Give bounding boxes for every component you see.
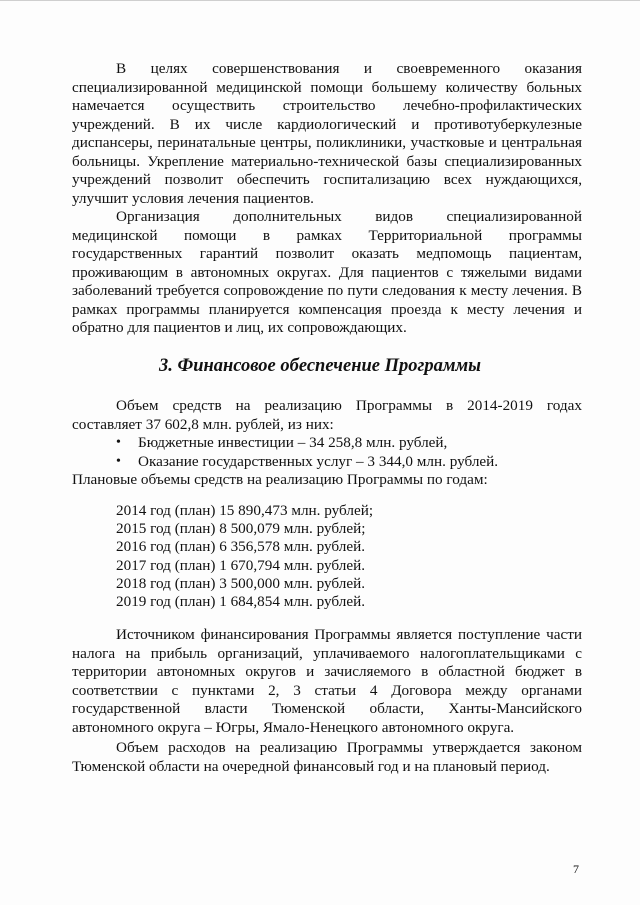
page-number: 7 [573, 862, 579, 876]
year-line: 2014 год (план) 15 890,473 млн. рублей; [116, 502, 374, 519]
year-line: 2019 год (план) 1 684,854 млн. рублей. [116, 593, 366, 611]
year-line: 2016 год (план) 6 356,578 млн. рублей. [116, 538, 366, 556]
bullet-item: • Оказание государственных услуг – 3 344,0 млн. рублей. [72, 453, 582, 472]
financing-bullets [72, 434, 582, 471]
section-heading: 3. Финансовое обеспечение Программы [158, 356, 482, 376]
planned-volumes-intro: Плановые объемы средств на реализацию Программы по годам: [72, 471, 488, 488]
expenses-text [72, 739, 582, 776]
yearly-plan-list [116, 502, 373, 611]
financing-intro: Объем средств на реализацию Программы в 2014-2019 годах составляет 37 602,8 млн. рублей, из них: [72, 397, 582, 433]
year-line: 2015 год (план) 8 500,079 млн. рублей; [116, 520, 366, 538]
paragraph-specialized-care: Организация дополнительных видов специализированной медицинской помощи в рамках Территориальной программы государственных гарантий позволит оказать медпомощь пациентам, проживающим в автономных округах. Для пациентов с тяжелыми видами заболеваний требуется сопровождение по пути следования к месту лечения. В рамках программы планируется компенсация проезда к месту лечения и обратно для пациентов и лиц, их сопровождающих. [72, 208, 582, 336]
funding-source-text [72, 626, 582, 737]
year-line: 2017 год (план) 1 670,794 млн. рублей. [116, 556, 366, 574]
paragraph-new-facilities: В целях совершенствования и своевременного оказания специализированной медицинской помощи большему количеству больных намечается осуществить строительство лечебно-профилактических учреждений. В их числе кардиологический и противотуберкулезные диспансеры, перинатальные центры, поликлиники, участковые и центральная больницы. Укрепление материально-технической базы специализированных учреждений позволит обеспечить госпитализацию всех нуждающихся, улучшит условия лечения пациентов. [72, 60, 582, 207]
financing-text [72, 397, 582, 490]
paragraph-funding-source: Источником финансирования Программы является поступление части налога на прибыль организаций, уплачиваемого налогоплательщиками с территории автономных округов и зачисляемого в областной бюджет в соответствии с пунктами 2, 3 статьи 4 Договора между органами государственной власти Тюменской области, Ханты-Мансийского автономного округа – Югры, Ямало-Ненецкого автономного округа. [72, 626, 582, 736]
bullet-item: • Бюджетные инвестиции – 34 258,8 млн. рублей, [72, 434, 582, 453]
paragraph-expenses: Объем расходов на реализацию Программы утверждается законом Тюменской области на очередной финансовый год и на плановый период. [72, 739, 582, 775]
intro-text [72, 60, 582, 338]
scan-edge [0, 0, 640, 1]
year-line: 2018 год (план) 3 500,000 млн. рублей. [116, 574, 366, 592]
